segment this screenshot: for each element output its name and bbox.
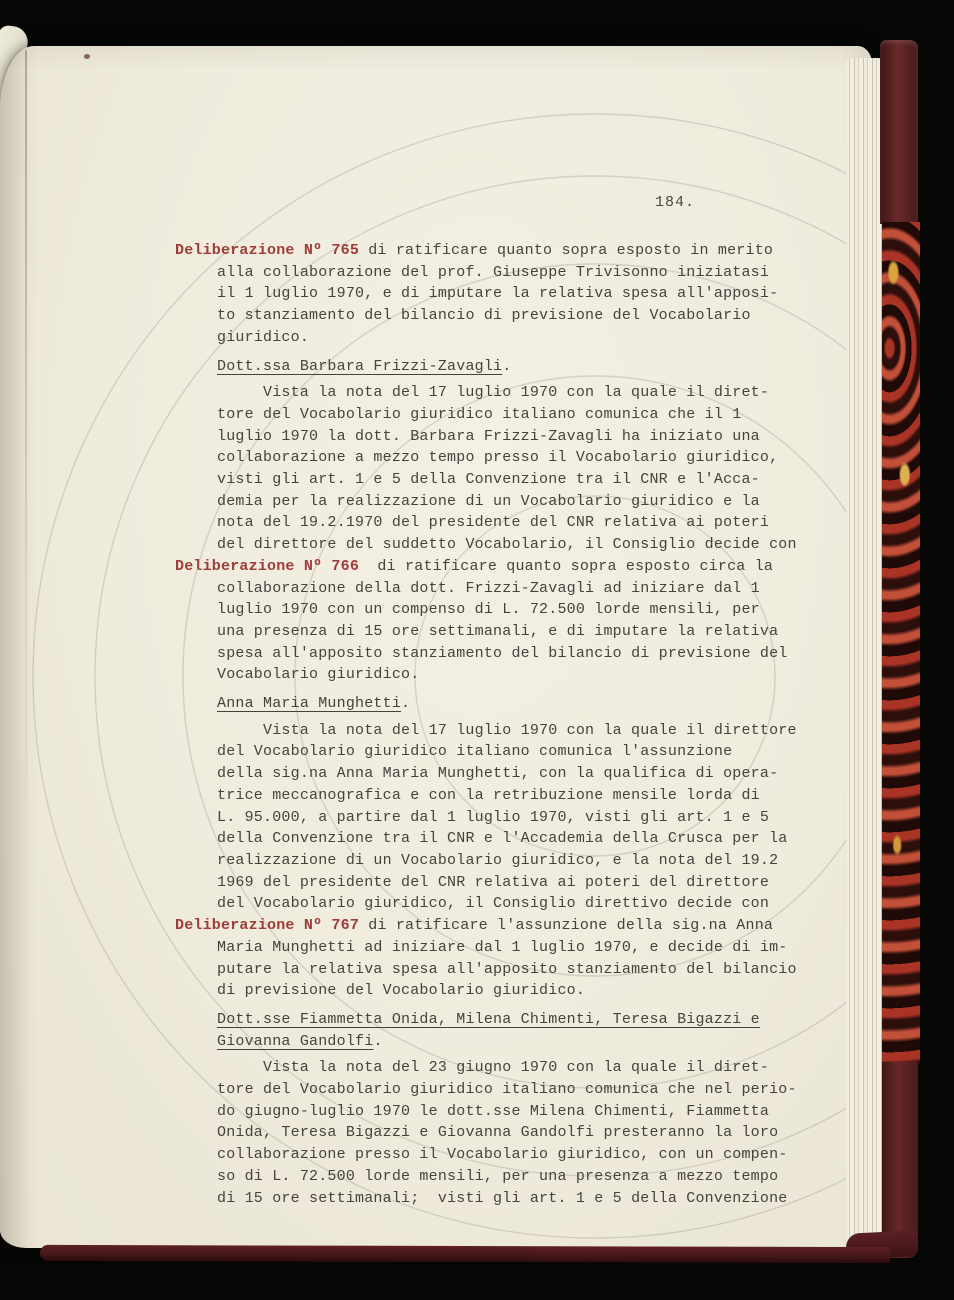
text-line: luglio 1970 con un compenso di L. 72.500 lorde mensili, per — [217, 601, 760, 619]
deliberazione-block — [175, 240, 862, 349]
paragraph-block — [217, 382, 862, 556]
deliberazione-block — [175, 915, 862, 1002]
deliberazione-label: Deliberazione Nº 765 — [175, 242, 360, 259]
text-line: Dott.ssa Barbara Frizzi-Zavagli. — [217, 357, 512, 375]
text-line: del Vocabolario giuridico, il Consiglio direttivo decide con — [217, 895, 770, 913]
text-line: demia per la realizzazione di un Vocabolario giuridico e la — [217, 492, 760, 510]
heading-underlined-text: Anna Maria Munghetti — [217, 695, 402, 713]
text-line: una presenza di 15 ore settimanali, e di imputare la relativa — [217, 622, 779, 640]
text-line — [217, 1009, 862, 1031]
page-gutter-crease — [25, 50, 27, 910]
text-line: del Vocabolario giuridico italiano comunica l'assunzione — [217, 743, 733, 761]
book-page — [0, 46, 872, 1248]
page-number: 184. — [655, 194, 696, 211]
text-line: spesa all'apposito stanziamento del bilancio di previsione del — [217, 644, 788, 662]
text-line: tore del Vocabolario giuridico italiano comunica che il 1 — [217, 405, 742, 423]
text-line: di previsione del Vocabolario giuridico. — [217, 982, 586, 1000]
text-line: putare la relativa spesa all'apposito stanziamento del bilancio — [217, 960, 797, 978]
text-line: to stanziamento del bilancio di previsione del Vocabolario — [217, 307, 751, 325]
heading-underlined-text: Dott.ssa Barbara Frizzi-Zavagli — [217, 357, 503, 375]
book-cover-bottom-edge — [40, 1245, 890, 1263]
binding-thread — [84, 54, 90, 59]
text-line: collaborazione a mezzo tempo presso il Vocabolario giuridico, — [217, 449, 779, 467]
text-line: Vista la nota del 23 giugno 1970 con la quale il diret- — [263, 1059, 770, 1077]
text-line: della Convenzione tra il CNR e l'Accademia della Crusca per la — [217, 830, 788, 848]
deliberazione-label: Deliberazione Nº 766 — [175, 557, 360, 575]
text-line: alla collaborazione del prof. Giuseppe Trivisonno iniziatasi — [217, 263, 770, 281]
heading-underlined-text: Giovanna Gandolfi — [217, 1032, 374, 1050]
book-cover-leather-top — [880, 40, 918, 224]
text-line: Onida, Teresa Bigazzi e Giovanna Gandolfi presteranno la loro — [217, 1124, 779, 1142]
text-line: Anna Maria Munghetti. — [217, 695, 411, 713]
text-line: collaborazione presso il Vocabolario giuridico, con un compen- — [217, 1146, 788, 1164]
book-cover-marbled-paper — [882, 222, 920, 1064]
document-text — [175, 240, 862, 1209]
text-line: della sig.na Anna Maria Munghetti, con la qualifica di opera- — [217, 765, 779, 783]
text-line: del direttore del suddetto Vocabolario, il Consiglio decide con — [217, 536, 797, 554]
text-line: trice meccanografica e con la retribuzione mensile lorda di — [217, 786, 760, 804]
text-line: L. 95.000, a partire dal 1 luglio 1970, visti gli art. 1 e 5 — [217, 808, 770, 826]
text-line: giuridico. — [217, 328, 310, 346]
section-heading — [217, 693, 862, 715]
page-edge-stack — [846, 58, 884, 1248]
text-line: Deliberazione Nº 766 di ratificare quanto sopra esposto circa la — [175, 557, 774, 575]
deliberazione-block — [175, 556, 862, 686]
text-line: visti gli art. 1 e 5 della Convenzione tra il CNR e l'Acca- — [217, 471, 760, 489]
text-line: il 1 luglio 1970, e di imputare la relativa spesa all'apposi- — [217, 285, 779, 303]
text-line: di 15 ore settimanali; visti gli art. 1 e 5 della Convenzione — [217, 1189, 788, 1207]
text-line: realizzazione di un Vocabolario giuridico, e la nota del 19.2 — [217, 851, 779, 869]
section-heading — [217, 356, 862, 378]
paragraph-block — [217, 720, 862, 915]
text-line: Maria Munghetti ad iniziare dal 1 luglio 1970, e decide di im- — [217, 938, 788, 956]
text-line: luglio 1970 la dott. Barbara Frizzi-Zavagli ha iniziato una — [217, 427, 760, 445]
text-line: Deliberazione Nº 765 di ratificare quanto sopra esposto in merito — [175, 242, 774, 259]
deliberazione-label: Deliberazione Nº 767 — [175, 917, 360, 935]
section-heading — [217, 1009, 862, 1052]
text-line: Vista la nota del 17 luglio 1970 con la quale il diret- — [263, 384, 770, 402]
text-line: do giugno-luglio 1970 le dott.sse Milena Chimenti, Fiammetta — [217, 1102, 770, 1120]
text-line: 1969 del presidente del CNR relativa ai poteri del direttore — [217, 873, 770, 891]
text-line: so di L. 72.500 lorde mensili, per una presenza a mezzo tempo — [217, 1167, 779, 1185]
text-line: nota del 19.2.1970 del presidente del CNR relativa ai poteri — [217, 514, 770, 532]
text-line: Vista la nota del 17 luglio 1970 con la quale il direttore — [263, 721, 797, 739]
text-line: collaborazione della dott. Frizzi-Zavagli ad iniziare dal 1 — [217, 579, 760, 597]
text-line: Vocabolario giuridico. — [217, 666, 420, 684]
book-cover-leather-bottom — [882, 1062, 918, 1258]
text-line: tore del Vocabolario giuridico italiano comunica che nel perio- — [217, 1081, 797, 1099]
heading-underlined-text: Dott.sse Fiammetta Onida, Milena Chimenti, Teresa Bigazzi e — [217, 1010, 760, 1028]
text-line: Giovanna Gandolfi. — [217, 1032, 383, 1050]
paragraph-block — [217, 1057, 862, 1209]
text-line: Deliberazione Nº 767 di ratificare l'assunzione della sig.na Anna — [175, 917, 774, 935]
